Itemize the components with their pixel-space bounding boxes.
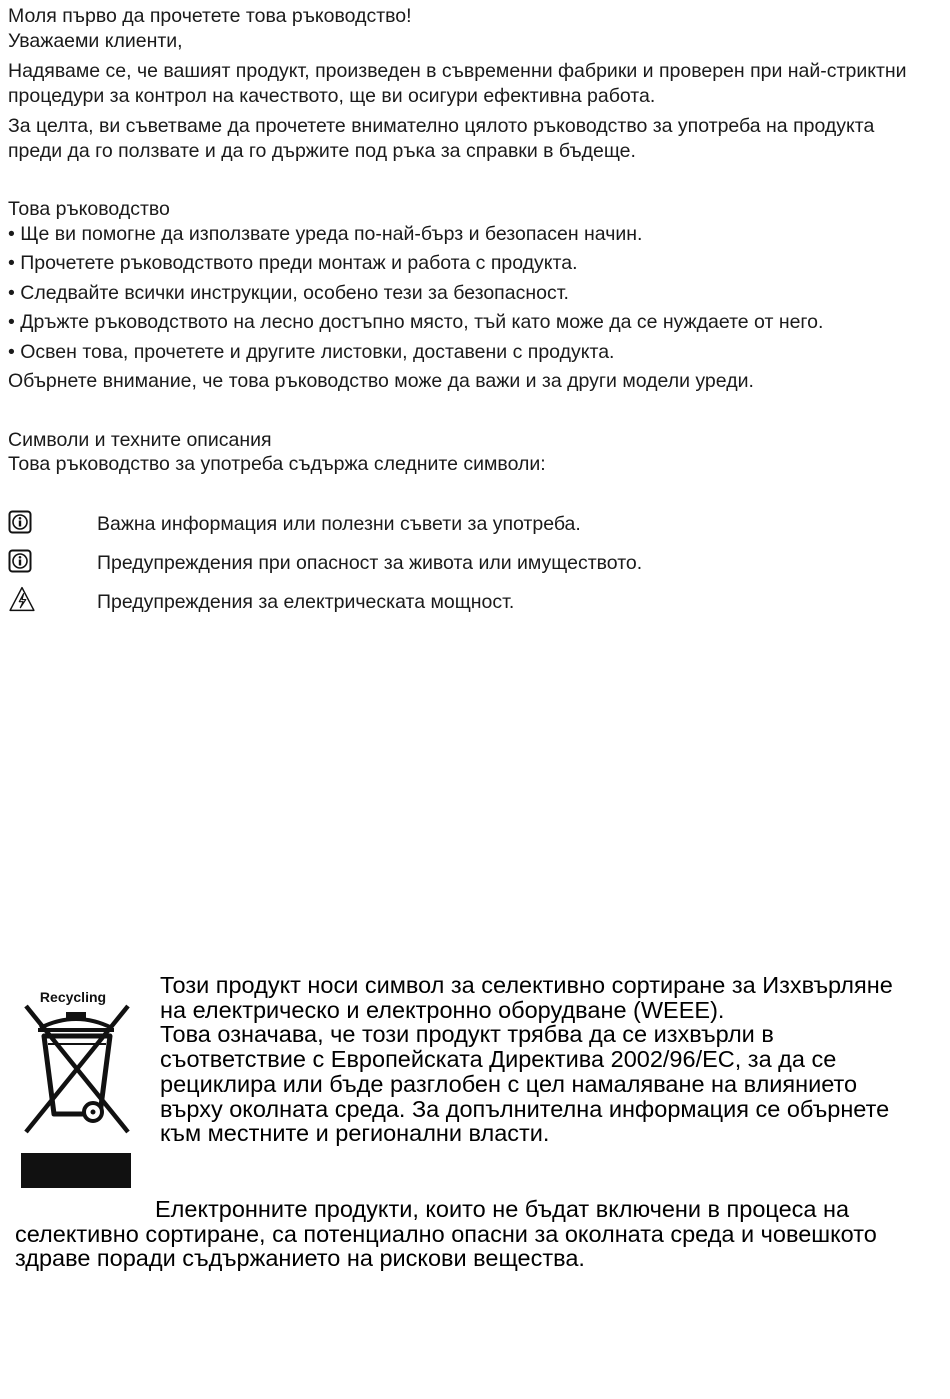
symbol-row bbox=[8, 512, 888, 542]
greeting: Уважаеми клиенти, bbox=[8, 29, 183, 52]
bullet-item: • Освен това, прочетете и другите листовки, доставени с продукта. bbox=[8, 340, 615, 363]
intro-paragraph: За целта, ви съветваме да прочетете внимателно цялото ръководство за употреба на продукта преди да го ползвате и да го държите под ръка за справки в бъдеще. bbox=[8, 115, 875, 162]
symbol-description: Предупреждения за електрическата мощност. bbox=[97, 591, 515, 613]
intro-paragraph: Надяваме се, че вашият продукт, произведен в съвременни фабрики и проверен при най-стриктни процедури за контрол на качеството, ще ви осигури ефективна работа. bbox=[8, 60, 907, 107]
recycling-label: Recycling bbox=[39, 989, 107, 1005]
weee-recycling-bin-icon bbox=[18, 986, 136, 1192]
bullet-item: • Ще ви помогне да използвате уреда по-най-бърз и безопасен начин. bbox=[8, 222, 643, 245]
symbol-row bbox=[8, 551, 888, 581]
intro-section bbox=[8, 4, 908, 477]
bullet-item: • Дръжте ръководството на лесно достъпно място, тъй като може да се нуждаете от него. bbox=[8, 311, 824, 333]
info-icon bbox=[8, 510, 32, 534]
info-icon bbox=[8, 549, 32, 573]
manual-note: Обърнете внимание, че това ръководство може да важи и за други модели уреди. bbox=[8, 370, 754, 392]
symbol-row bbox=[8, 590, 888, 620]
electric-warning-icon bbox=[8, 586, 36, 612]
symbol-description: Предупреждения при опасност за живота или имуществото. bbox=[97, 552, 643, 574]
symbols-intro: Това ръководство за употреба съдържа следните символи: bbox=[8, 453, 546, 475]
symbol-description: Важна информация или полезни съвети за употреба. bbox=[97, 513, 581, 535]
symbols-heading: Символи и техните описания bbox=[8, 428, 272, 451]
bullet-item: • Следвайте всички инструкции, особено тези за безопасност. bbox=[8, 281, 569, 304]
weee-paragraph: Електронните продукти, които не бъдат включени в процеса на селективно сортиране, са потенциално опасни за околната среда и човешкото здраве поради съдържанието на рискови вещества. bbox=[15, 1196, 877, 1272]
bullet-item: • Прочетете ръководството преди монтаж и работа с продукта. bbox=[8, 252, 578, 274]
weee-paragraph: Това означава, че този продукт трябва да се изхвърли в съответствие с Европейската Директива 2002/96/ЕС, за да се рециклира или бъде разглобен с цел намаляване на влиянието върху околната среда. За допълнителна информация се обърнете към местните и регионални власти. bbox=[160, 1021, 890, 1147]
weee-section bbox=[160, 973, 900, 1146]
page-title: Моля първо да прочетете това ръководство! bbox=[8, 5, 412, 27]
weee-paragraph: Този продукт носи символ за селективно сортиране за Изхвърляне на електрическо и електронно оборудване (WEEE). bbox=[160, 972, 893, 1023]
manual-heading: Това ръководство bbox=[8, 198, 170, 220]
